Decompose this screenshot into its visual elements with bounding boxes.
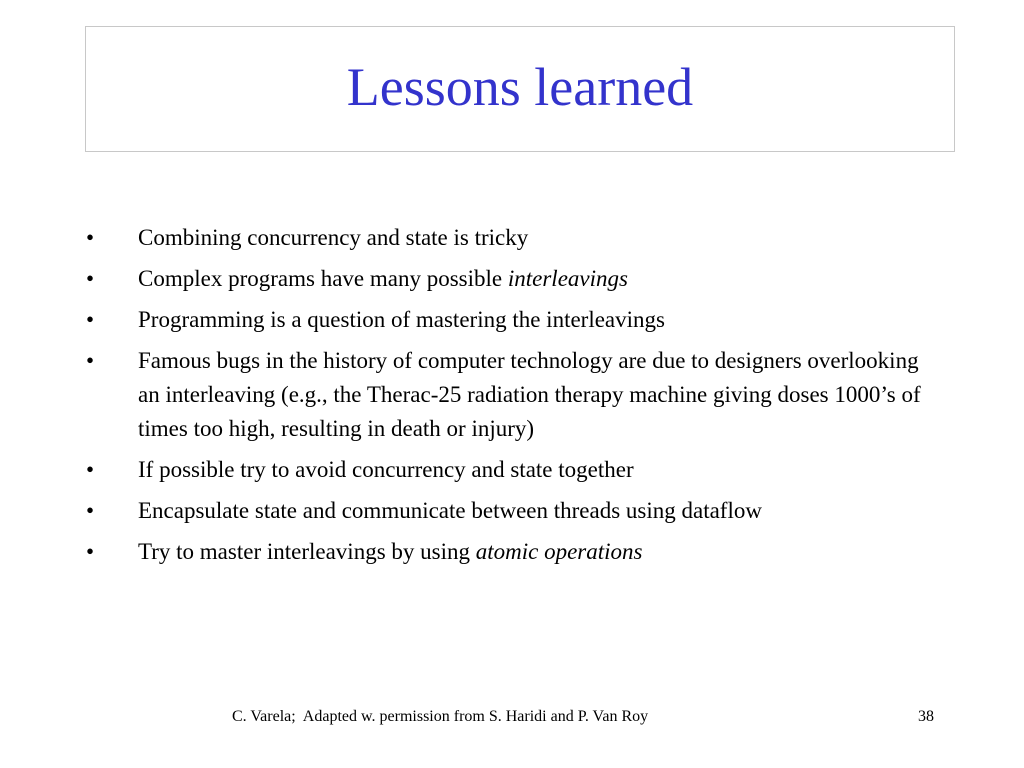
bullet-marker: • [86,348,95,373]
bullet-item [0,494,1024,528]
title-box [85,26,955,152]
bullet-text [138,457,634,482]
bullet-item [0,303,1024,337]
bullet-list [0,221,1024,576]
bullet-text-plain: If possible try to avoid concurrency and state together [138,457,634,482]
bullet-item [0,535,1024,569]
bullet-text [138,266,628,291]
bullet-text-plain: Combining concurrency and state is tricky [138,225,529,250]
bullet-text [138,498,762,523]
bullet-text-plain: Encapsulate state and communicate between threads using dataflow [138,498,762,523]
bullet-item [0,344,1024,446]
bullet-text-plain: Try to master interleavings by using [138,539,476,564]
bullet-text-plain: Famous bugs in the history of computer technology are due to designers overlooking an interleaving (e.g., the Therac-25 radiation therapy machine giving doses 1000’s of times too high, resulting in death or injury) [138,348,921,441]
footer [0,707,1024,767]
bullet-text-emphasis: interleavings [507,266,628,291]
bullet-item [0,453,1024,487]
bullet-item [0,221,1024,255]
bullet-marker: • [86,307,95,332]
bullet-text [138,225,528,250]
bullet-marker: • [86,498,95,523]
bullet-item [0,262,1024,296]
bullet-marker: • [86,225,95,250]
bullet-text-plain: Complex programs have many possible [138,266,508,291]
bullet-text [138,539,642,564]
bullet-marker: • [86,457,95,482]
page-number: 38 [918,708,934,725]
bullet-text-emphasis: atomic operations [475,539,643,564]
bullet-marker: • [86,539,95,564]
footer-credit: C. Varela; Adapted w. permission from S. Haridi and P. Van Roy [232,708,649,725]
slide-title: Lessons learned [346,57,694,117]
bullet-text [138,348,921,441]
bullet-text [138,307,665,332]
bullet-marker: • [86,266,95,291]
bullet-text-plain: Programming is a question of mastering the interleavings [138,307,665,332]
